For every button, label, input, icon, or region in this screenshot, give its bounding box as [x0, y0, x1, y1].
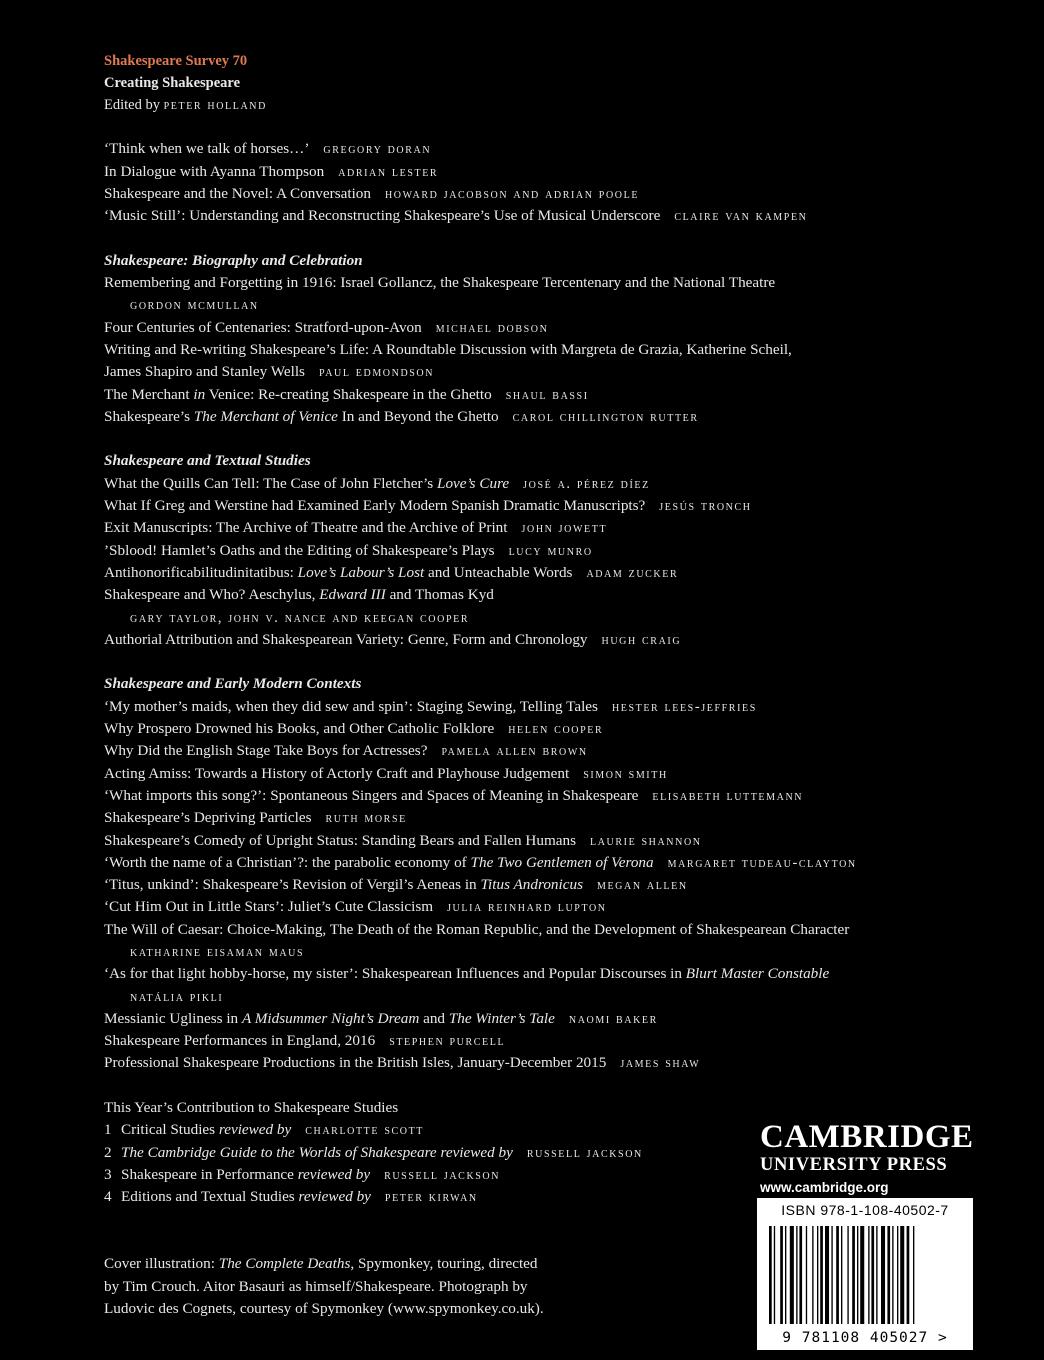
toc-author: natália pikli [130, 988, 224, 1005]
toc-author: elisabeth luttemann [652, 787, 804, 804]
toc-entry: ‘Titus, unkind’: Shakespeare’s Revision of Vergil’s Aeneas in Titus Andronicus megan allen [104, 876, 688, 894]
toc-author: gregory doran [323, 141, 432, 158]
toc-entry: ‘What imports this song?’: Spontaneous Singers and Spaces of Meaning in Shakespeare elisabeth luttemann [104, 786, 804, 804]
toc-entry-continued: James Shapiro and Stanley Wells paul edmondson [104, 363, 435, 381]
toc-entry: What the Quills Can Tell: The Case of John Fletcher’s Love’s Cure josé a. pérez díez [104, 474, 650, 492]
toc-entry: Acting Amiss: Towards a History of Actorly Craft and Playhouse Judgement simon smith [104, 764, 668, 782]
toc-entry: ‘As for that light hobby-horse, my sister’: Shakespearean Influences and Popular Discourses in Blurt Master Constable [104, 965, 830, 983]
toc-entry: In Dialogue with Ayanna Thompson adrian lester [104, 162, 439, 180]
toc-author: gary taylor, john v. nance and keegan cooper [130, 609, 470, 626]
toc-author: gordon mcmullan [130, 297, 259, 314]
series-title: Shakespeare Survey 70 [104, 53, 248, 69]
toc-author: stephen purcell [389, 1033, 506, 1050]
editor-name: peter holland [163, 97, 267, 113]
toc-entry: Messianic Ugliness in A Midsummer Night’s Dream and The Winter’s Tale naomi baker [104, 1009, 658, 1027]
toc-author: hugh craig [601, 631, 682, 648]
toc-entry: ‘Think when we talk of horses…’ gregory doran [104, 140, 432, 158]
section-contexts [104, 673, 1004, 1074]
publisher-name: CAMBRIDGE [760, 1119, 974, 1155]
toc-author: megan allen [596, 877, 688, 894]
toc-entry: Why Did the English Stage Take Boys for Actresses? pamela allen brown [104, 742, 588, 760]
toc-author: simon smith [583, 765, 668, 782]
toc-author: helen cooper [508, 721, 604, 738]
barcode-digits: 9 781108 405027 > [782, 1330, 948, 1346]
toc-entry: ‘Cut Him Out in Little Stars’: Juliet’s Cute Classicism julia reinhard lupton [104, 898, 607, 916]
toc-author: john jowett [521, 520, 608, 537]
toc-entry: Remembering and Forgetting in 1916: Israel Gollancz, the Shakespeare Tercentenary and the National Theatre [104, 274, 776, 292]
toc-author: jesús tronch [659, 498, 752, 515]
toc-author: carol chillington rutter [512, 408, 699, 425]
editor-line: Edited by peter holland [104, 97, 267, 113]
toc-entry: What If Greg and Werstine had Examined Early Modern Spanish Dramatic Manuscripts? jesús tronch [104, 497, 752, 515]
toc-author: katharine eisaman maus [130, 943, 305, 960]
toc-author: julia reinhard lupton [447, 899, 607, 916]
toc-entry: Shakespeare’s The Merchant of Venice In and Beyond the Ghetto carol chillington rutter [104, 407, 699, 425]
publisher-url: www.cambridge.org [760, 1180, 889, 1195]
toc-author: margaret tudeau-clayton [667, 854, 857, 871]
toc-author: ruth morse [325, 810, 407, 827]
toc-entry: Writing and Re-writing Shakespeare’s Life: A Roundtable Discussion with Margreta de Grazia, Katherine Scheil, [104, 340, 792, 358]
toc-entry: Why Prospero Drowned his Books, and Other Catholic Folklore helen cooper [104, 720, 604, 738]
review-entry: 3 Shakespeare in Performance reviewed by russell jackson [104, 1165, 501, 1183]
toc-entry: Exit Manuscripts: The Archive of Theatre and the Archive of Print john jowett [104, 519, 608, 537]
toc-entry: Shakespeare’s Comedy of Upright Status: Standing Bears and Fallen Humans laurie shannon [104, 831, 702, 849]
toc-author: pamela allen brown [441, 743, 588, 760]
toc-entry: Shakespeare and Who? Aeschylus, Edward III and Thomas Kyd [104, 586, 494, 604]
toc-entry: ‘Worth the name of a Christian’?: the parabolic economy of The Two Gentlemen of Verona margaret tudeau-clayton [104, 853, 857, 871]
toc-author: russell jackson [526, 1144, 643, 1161]
review-entry: 1 Critical Studies reviewed by charlotte scott [104, 1121, 424, 1139]
barcode-bars [765, 1226, 965, 1324]
isbn-label: ISBN 978-1-108-40502-7 [781, 1202, 949, 1218]
toc-author: shaul bassi [505, 386, 589, 403]
toc-author: michael dobson [435, 319, 549, 336]
toc-entry: ‘My mother’s maids, when they did sew and spin’: Staging Sewing, Telling Tales hester lees-jeffries [104, 697, 757, 715]
toc-entry: Shakespeare Performances in England, 2016 stephen purcell [104, 1032, 506, 1050]
toc-author: paul edmondson [318, 364, 435, 381]
toc-author: russell jackson [384, 1166, 501, 1183]
toc-author: charlotte scott [305, 1122, 424, 1139]
section-biography [104, 250, 1004, 428]
section-heading: This Year’s Contribution to Shakespeare Studies [104, 1099, 399, 1117]
section-heading: Shakespeare and Early Modern Contexts [104, 675, 362, 693]
toc-author: peter kirwan [384, 1189, 478, 1206]
toc-entry: Antihonorificabilitudinitatibus: Love’s Labour’s Lost and Unteachable Words adam zucker [104, 563, 679, 581]
toc-entry: ‘Music Still’: Understanding and Reconstructing Shakespeare’s Use of Musical Underscore claire van kampen [104, 207, 808, 225]
toc-author: laurie shannon [590, 832, 702, 849]
toc-entry: Authorial Attribution and Shakespearean Variety: Genre, Form and Chronology hugh craig [104, 630, 682, 648]
toc-author: adrian lester [338, 163, 439, 180]
intro-contents [104, 138, 1004, 227]
section-heading: Shakespeare and Textual Studies [104, 452, 311, 470]
toc-author: hester lees-jeffries [611, 698, 757, 715]
toc-entry: Shakespeare and the Novel: A Conversation howard jacobson and adrian poole [104, 184, 640, 202]
publisher-logo [760, 1120, 974, 1195]
toc-author: lucy munro [508, 542, 593, 559]
review-entry: 2 The Cambridge Guide to the Worlds of Shakespeare reviewed by russell jackson [104, 1143, 643, 1161]
back-cover-text [104, 50, 1004, 1209]
cover-credit: Cover illustration: The Complete Deaths, Spymonkey, touring, directed by Tim Crouch. Aitor Basauri as himself/Shakespeare. Photograph by Ludovic des Cognets, courtesy of Spymonkey (www.spymonkey.co.uk). [104, 1255, 544, 1317]
toc-entry: Professional Shakespeare Productions in the British Isles, January-December 2015 james shaw [104, 1054, 701, 1072]
isbn-barcode [757, 1198, 973, 1350]
toc-author: james shaw [620, 1055, 701, 1072]
toc-entry: ’Sblood! Hamlet’s Oaths and the Editing of Shakespeare’s Plays lucy munro [104, 541, 593, 559]
toc-author: naomi baker [568, 1010, 658, 1027]
volume-title: Creating Shakespeare [104, 75, 241, 91]
toc-author: howard jacobson and adrian poole [384, 185, 640, 202]
section-textual [104, 450, 1004, 651]
book-header [104, 50, 1004, 116]
publisher-subname: UNIVERSITY PRESS [760, 1155, 948, 1175]
toc-entry: The Will of Caesar: Choice-Making, The Death of the Roman Republic, and the Development of Shakespearean Character [104, 920, 850, 938]
review-entry: 4 Editions and Textual Studies reviewed by peter kirwan [104, 1188, 478, 1206]
toc-entry: Shakespeare’s Depriving Particles ruth morse [104, 809, 407, 827]
toc-entry: Four Centuries of Centenaries: Stratford-upon-Avon michael dobson [104, 318, 549, 336]
toc-author: claire van kampen [674, 208, 808, 225]
section-heading: Shakespeare: Biography and Celebration [104, 251, 363, 269]
toc-entry: The Merchant in Venice: Re-creating Shakespeare in the Ghetto shaul bassi [104, 385, 589, 403]
toc-author: josé a. pérez díez [523, 475, 650, 492]
toc-author: adam zucker [586, 564, 679, 581]
